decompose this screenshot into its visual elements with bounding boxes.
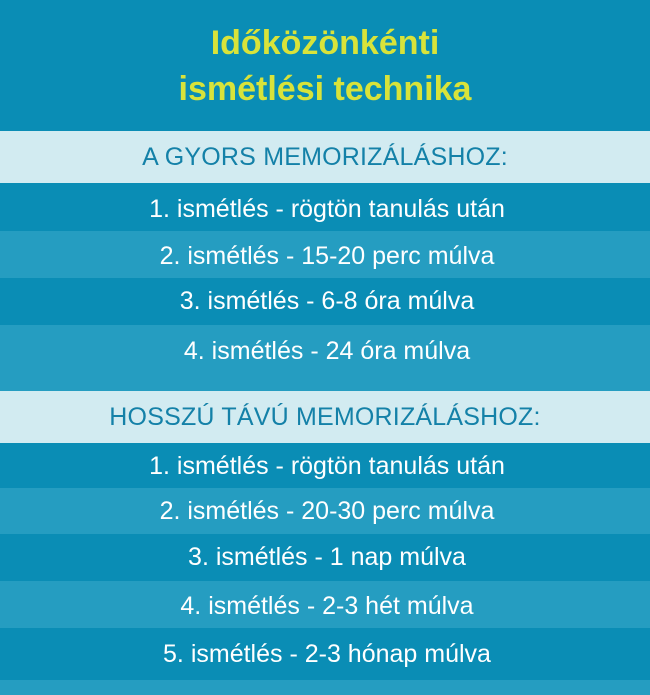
section-gap bbox=[0, 375, 650, 391]
title-line-2: ismétlési technika bbox=[178, 70, 472, 108]
list-item: 3. ismétlés - 6-8 óra múlva bbox=[0, 278, 650, 325]
list-item: 2. ismétlés - 15-20 perc múlva bbox=[0, 231, 650, 278]
list-item: 1. ismétlés - rögtön tanulás után bbox=[0, 443, 650, 488]
list-item: 4. ismétlés - 24 óra múlva bbox=[0, 325, 650, 375]
bottom-band bbox=[0, 680, 650, 695]
section-header-fast: A GYORS MEMORIZÁLÁSHOZ: bbox=[0, 131, 650, 183]
list-item: 5. ismétlés - 2-3 hónap múlva bbox=[0, 628, 650, 680]
section-header-long-term: HOSSZÚ TÁVÚ MEMORIZÁLÁSHOZ: bbox=[0, 391, 650, 443]
list-item: 1. ismétlés - rögtön tanulás után bbox=[0, 183, 650, 231]
page-title bbox=[0, 0, 650, 131]
list-item: 3. ismétlés - 1 nap múlva bbox=[0, 534, 650, 581]
list-item: 2. ismétlés - 20-30 perc múlva bbox=[0, 488, 650, 534]
title-line-1: Időközönkénti bbox=[210, 24, 440, 62]
list-item: 4. ismétlés - 2-3 hét múlva bbox=[0, 581, 650, 628]
